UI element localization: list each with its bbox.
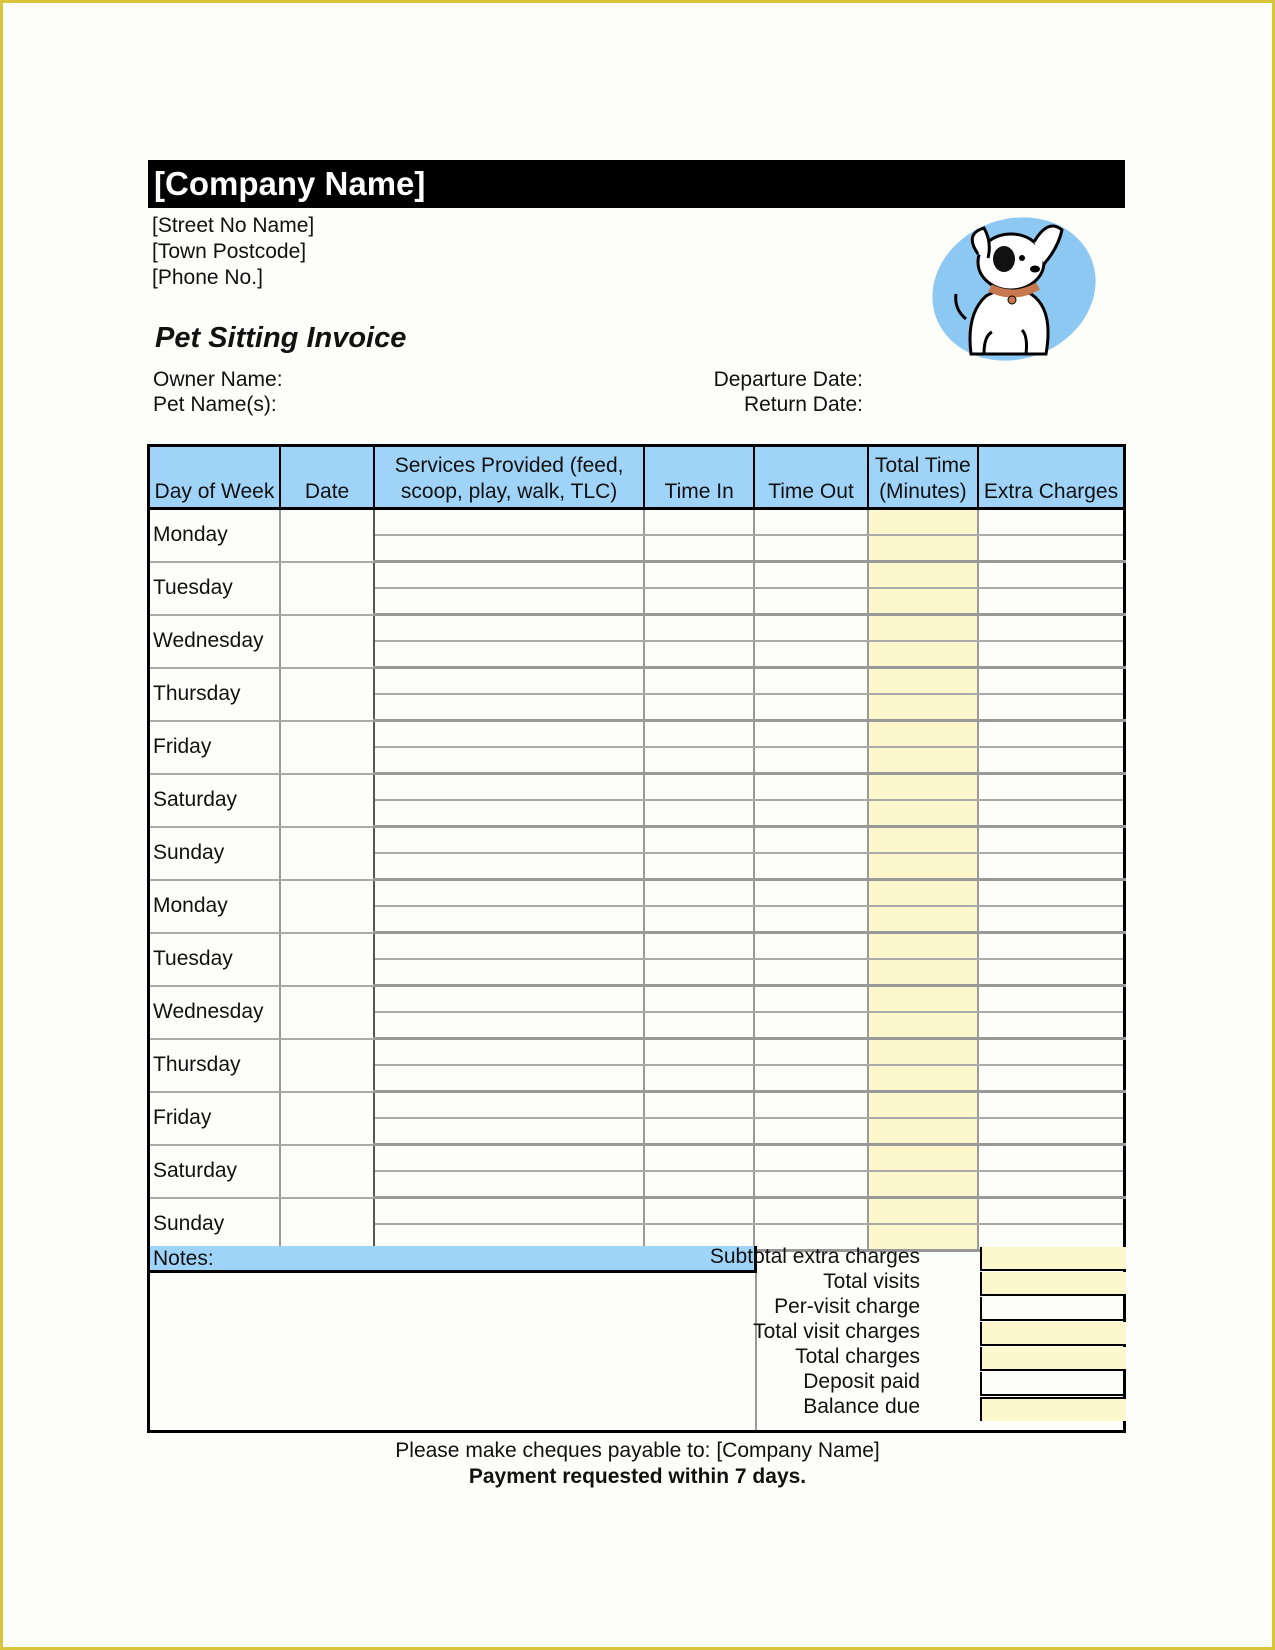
day-cell: Friday: [149, 1092, 280, 1145]
time-in-cell[interactable]: [644, 509, 754, 536]
extra-charges-cell[interactable]: [978, 747, 1125, 774]
table-row: [149, 774, 1125, 801]
day-cell: Tuesday: [149, 562, 280, 615]
summary-value-box[interactable]: [980, 1297, 1126, 1321]
time-in-cell[interactable]: [644, 1092, 754, 1119]
table-row: [149, 721, 1125, 748]
services-cell[interactable]: [374, 774, 644, 801]
visits-table-body: [149, 509, 1125, 1251]
extra-charges-cell[interactable]: [978, 959, 1125, 986]
total-time-cell[interactable]: [868, 986, 978, 1013]
date-cell[interactable]: [280, 615, 374, 668]
date-cell[interactable]: [280, 880, 374, 933]
extra-charges-cell[interactable]: [978, 774, 1125, 801]
time-in-cell[interactable]: [644, 986, 754, 1013]
extra-charges-cell[interactable]: [978, 1012, 1125, 1039]
table-row: [149, 986, 1125, 1013]
extra-charges-cell[interactable]: [978, 615, 1125, 642]
summary-label: Per-visit charge: [774, 1295, 920, 1318]
summary-value-box[interactable]: [980, 1372, 1126, 1396]
time-in-cell[interactable]: [644, 800, 754, 827]
total-time-cell[interactable]: [868, 694, 978, 721]
summary-label: Total visit charges: [753, 1320, 920, 1343]
total-time-cell[interactable]: [868, 641, 978, 668]
total-time-cell[interactable]: [868, 615, 978, 642]
time-out-cell[interactable]: [754, 1012, 867, 1039]
header-time-in: Time In: [644, 446, 754, 509]
day-cell: Saturday: [149, 1145, 280, 1198]
time-in-cell[interactable]: [644, 1198, 754, 1225]
time-in-cell[interactable]: [644, 1065, 754, 1092]
day-cell: Friday: [149, 721, 280, 774]
total-time-cell[interactable]: [868, 959, 978, 986]
time-in-cell[interactable]: [644, 562, 754, 589]
company-town: [Town Postcode]: [152, 240, 307, 263]
summary-value-box[interactable]: [980, 1247, 1126, 1271]
time-in-cell[interactable]: [644, 880, 754, 907]
table-row: [149, 668, 1125, 695]
date-cell[interactable]: [280, 1198, 374, 1251]
summary-label: Total charges: [795, 1345, 920, 1368]
services-cell[interactable]: [374, 668, 644, 695]
date-cell[interactable]: [280, 562, 374, 615]
services-cell[interactable]: [374, 1092, 644, 1119]
day-cell: Sunday: [149, 827, 280, 880]
time-out-cell[interactable]: [754, 509, 867, 536]
time-out-cell[interactable]: [754, 906, 867, 933]
table-row: [149, 1145, 1125, 1172]
day-cell: Wednesday: [149, 986, 280, 1039]
time-in-cell[interactable]: [644, 588, 754, 615]
time-out-cell[interactable]: [754, 694, 867, 721]
time-out-cell[interactable]: [754, 986, 867, 1013]
time-in-cell[interactable]: [644, 1012, 754, 1039]
services-cell[interactable]: [374, 535, 644, 562]
total-time-cell[interactable]: [868, 747, 978, 774]
date-cell[interactable]: [280, 721, 374, 774]
total-time-cell[interactable]: [868, 880, 978, 907]
total-time-cell[interactable]: [868, 535, 978, 562]
table-row: [149, 827, 1125, 854]
time-in-cell[interactable]: [644, 853, 754, 880]
day-cell: Thursday: [149, 668, 280, 721]
services-cell[interactable]: [374, 1171, 644, 1198]
total-time-cell[interactable]: [868, 588, 978, 615]
extra-charges-cell[interactable]: [978, 933, 1125, 960]
total-time-cell[interactable]: [868, 509, 978, 536]
time-in-cell[interactable]: [644, 1118, 754, 1145]
table-row: [149, 509, 1125, 536]
header-day-of-week: Day of Week: [149, 446, 280, 509]
services-cell[interactable]: [374, 509, 644, 536]
total-time-cell[interactable]: [868, 827, 978, 854]
summary-value-box[interactable]: [980, 1397, 1126, 1421]
time-in-cell[interactable]: [644, 1171, 754, 1198]
time-out-cell[interactable]: [754, 959, 867, 986]
summary-label: Total visits: [823, 1270, 920, 1293]
services-cell[interactable]: [374, 721, 644, 748]
time-out-cell[interactable]: [754, 1171, 867, 1198]
services-cell[interactable]: [374, 906, 644, 933]
time-out-cell[interactable]: [754, 1198, 867, 1225]
services-cell[interactable]: [374, 1065, 644, 1092]
extra-charges-cell[interactable]: [978, 986, 1125, 1013]
day-cell: Wednesday: [149, 615, 280, 668]
services-cell[interactable]: [374, 615, 644, 642]
time-out-cell[interactable]: [754, 588, 867, 615]
total-time-cell[interactable]: [868, 800, 978, 827]
time-out-cell[interactable]: [754, 1145, 867, 1172]
extra-charges-cell[interactable]: [978, 721, 1125, 748]
date-cell[interactable]: [280, 827, 374, 880]
time-in-cell[interactable]: [644, 774, 754, 801]
extra-charges-cell[interactable]: [978, 1171, 1125, 1198]
services-cell[interactable]: [374, 1198, 644, 1225]
time-in-cell[interactable]: [644, 1145, 754, 1172]
services-cell[interactable]: [374, 694, 644, 721]
total-time-cell[interactable]: [868, 668, 978, 695]
total-time-cell[interactable]: [868, 906, 978, 933]
total-time-cell[interactable]: [868, 933, 978, 960]
day-cell: Sunday: [149, 1198, 280, 1251]
notes-label: Notes:: [150, 1246, 757, 1273]
header-extra-charges: Extra Charges: [978, 446, 1125, 509]
date-cell[interactable]: [280, 509, 374, 562]
extra-charges-cell[interactable]: [978, 1198, 1125, 1225]
total-time-cell[interactable]: [868, 1012, 978, 1039]
total-time-cell[interactable]: [868, 1198, 978, 1225]
services-cell[interactable]: [374, 1118, 644, 1145]
date-cell[interactable]: [280, 1039, 374, 1092]
extra-charges-cell[interactable]: [978, 668, 1125, 695]
payable-note: Please make cheques payable to: [Company Name]: [395, 1439, 880, 1462]
time-in-cell[interactable]: [644, 535, 754, 562]
total-time-cell[interactable]: [868, 721, 978, 748]
extra-charges-cell[interactable]: [978, 1118, 1125, 1145]
header-services: Services Provided (feed, scoop, play, walk, TLC): [374, 446, 644, 509]
total-time-cell[interactable]: [868, 1171, 978, 1198]
time-out-cell[interactable]: [754, 721, 867, 748]
table-row: [149, 933, 1125, 960]
services-cell[interactable]: [374, 747, 644, 774]
time-out-cell[interactable]: [754, 1039, 867, 1066]
time-out-cell[interactable]: [754, 880, 867, 907]
time-out-cell[interactable]: [754, 853, 867, 880]
summary-label: Balance due: [803, 1395, 920, 1418]
extra-charges-cell[interactable]: [978, 694, 1125, 721]
total-time-cell[interactable]: [868, 1065, 978, 1092]
time-out-cell[interactable]: [754, 747, 867, 774]
date-cell[interactable]: [280, 668, 374, 721]
time-out-cell[interactable]: [754, 535, 867, 562]
extra-charges-cell[interactable]: [978, 906, 1125, 933]
total-time-cell[interactable]: [868, 1118, 978, 1145]
total-time-cell[interactable]: [868, 562, 978, 589]
time-in-cell[interactable]: [644, 933, 754, 960]
return-date-label: Return Date:: [743, 393, 863, 416]
summary-label: Deposit paid: [803, 1370, 920, 1393]
services-cell[interactable]: [374, 1039, 644, 1066]
extra-charges-cell[interactable]: [978, 800, 1125, 827]
day-cell: Tuesday: [149, 933, 280, 986]
time-in-cell[interactable]: [644, 827, 754, 854]
summary-value-box[interactable]: [980, 1272, 1126, 1296]
day-cell: Saturday: [149, 774, 280, 827]
time-in-cell[interactable]: [644, 668, 754, 695]
total-time-cell[interactable]: [868, 774, 978, 801]
visits-table: [147, 444, 1126, 1252]
table-row: [149, 615, 1125, 642]
owner-name-label: Owner Name:: [153, 368, 283, 391]
pet-name-label: Pet Name(s):: [153, 393, 277, 416]
services-cell[interactable]: [374, 1012, 644, 1039]
services-cell[interactable]: [374, 588, 644, 615]
time-out-cell[interactable]: [754, 1092, 867, 1119]
company-name: [Company Name]: [148, 160, 1125, 208]
time-in-cell[interactable]: [644, 721, 754, 748]
extra-charges-cell[interactable]: [978, 853, 1125, 880]
header-date: Date: [280, 446, 374, 509]
table-row: [149, 1198, 1125, 1225]
extra-charges-cell[interactable]: [978, 1092, 1125, 1119]
time-in-cell[interactable]: [644, 1039, 754, 1066]
time-out-cell[interactable]: [754, 641, 867, 668]
total-time-cell[interactable]: [868, 1039, 978, 1066]
extra-charges-cell[interactable]: [978, 880, 1125, 907]
header-time-out: Time Out: [754, 446, 867, 509]
services-cell[interactable]: [374, 880, 644, 907]
time-out-cell[interactable]: [754, 827, 867, 854]
time-out-cell[interactable]: [754, 668, 867, 695]
table-row: [149, 1039, 1125, 1066]
extra-charges-cell[interactable]: [978, 827, 1125, 854]
services-cell[interactable]: [374, 933, 644, 960]
extra-charges-cell[interactable]: [978, 1065, 1125, 1092]
table-row: [149, 1092, 1125, 1119]
services-cell[interactable]: [374, 827, 644, 854]
day-cell: Thursday: [149, 1039, 280, 1092]
total-time-cell[interactable]: [868, 853, 978, 880]
company-street: [Street No Name]: [152, 214, 315, 237]
time-out-cell[interactable]: [754, 800, 867, 827]
time-in-cell[interactable]: [644, 959, 754, 986]
time-out-cell[interactable]: [754, 774, 867, 801]
dog-illustration: [926, 214, 1101, 364]
services-cell[interactable]: [374, 641, 644, 668]
date-cell[interactable]: [280, 933, 374, 986]
summary-section: [147, 1246, 1126, 1433]
day-cell: Monday: [149, 509, 280, 562]
extra-charges-cell[interactable]: [978, 1145, 1125, 1172]
time-out-cell[interactable]: [754, 562, 867, 589]
payment-terms: Payment requested within 7 days.: [468, 1465, 807, 1488]
summary-value-box[interactable]: [980, 1322, 1126, 1346]
services-cell[interactable]: [374, 853, 644, 880]
date-cell[interactable]: [280, 1092, 374, 1145]
summary-value-box[interactable]: [980, 1347, 1126, 1371]
table-row: [149, 562, 1125, 589]
company-phone: [Phone No.]: [152, 266, 263, 289]
summary-label: Subtotal extra charges: [709, 1245, 920, 1268]
invoice-title: Pet Sitting Invoice: [155, 322, 407, 354]
header-total-time: Total Time (Minutes): [868, 446, 978, 509]
extra-charges-cell[interactable]: [978, 562, 1125, 589]
date-cell[interactable]: [280, 986, 374, 1039]
services-cell[interactable]: [374, 562, 644, 589]
time-out-cell[interactable]: [754, 615, 867, 642]
extra-charges-cell[interactable]: [978, 1039, 1125, 1066]
services-cell[interactable]: [374, 986, 644, 1013]
date-cell[interactable]: [280, 1145, 374, 1198]
services-cell[interactable]: [374, 1145, 644, 1172]
day-cell: Monday: [149, 880, 280, 933]
extra-charges-cell[interactable]: [978, 535, 1125, 562]
extra-charges-cell[interactable]: [978, 509, 1125, 536]
total-time-cell[interactable]: [868, 1145, 978, 1172]
time-out-cell[interactable]: [754, 1065, 867, 1092]
services-cell[interactable]: [374, 959, 644, 986]
departure-date-label: Departure Date:: [713, 368, 863, 391]
table-row: [149, 880, 1125, 907]
extra-charges-cell[interactable]: [978, 641, 1125, 668]
time-out-cell[interactable]: [754, 1118, 867, 1145]
date-cell[interactable]: [280, 774, 374, 827]
time-in-cell[interactable]: [644, 906, 754, 933]
total-time-cell[interactable]: [868, 1092, 978, 1119]
services-cell[interactable]: [374, 800, 644, 827]
time-in-cell[interactable]: [644, 694, 754, 721]
time-in-cell[interactable]: [644, 615, 754, 642]
time-out-cell[interactable]: [754, 933, 867, 960]
time-in-cell[interactable]: [644, 641, 754, 668]
time-in-cell[interactable]: [644, 747, 754, 774]
extra-charges-cell[interactable]: [978, 588, 1125, 615]
